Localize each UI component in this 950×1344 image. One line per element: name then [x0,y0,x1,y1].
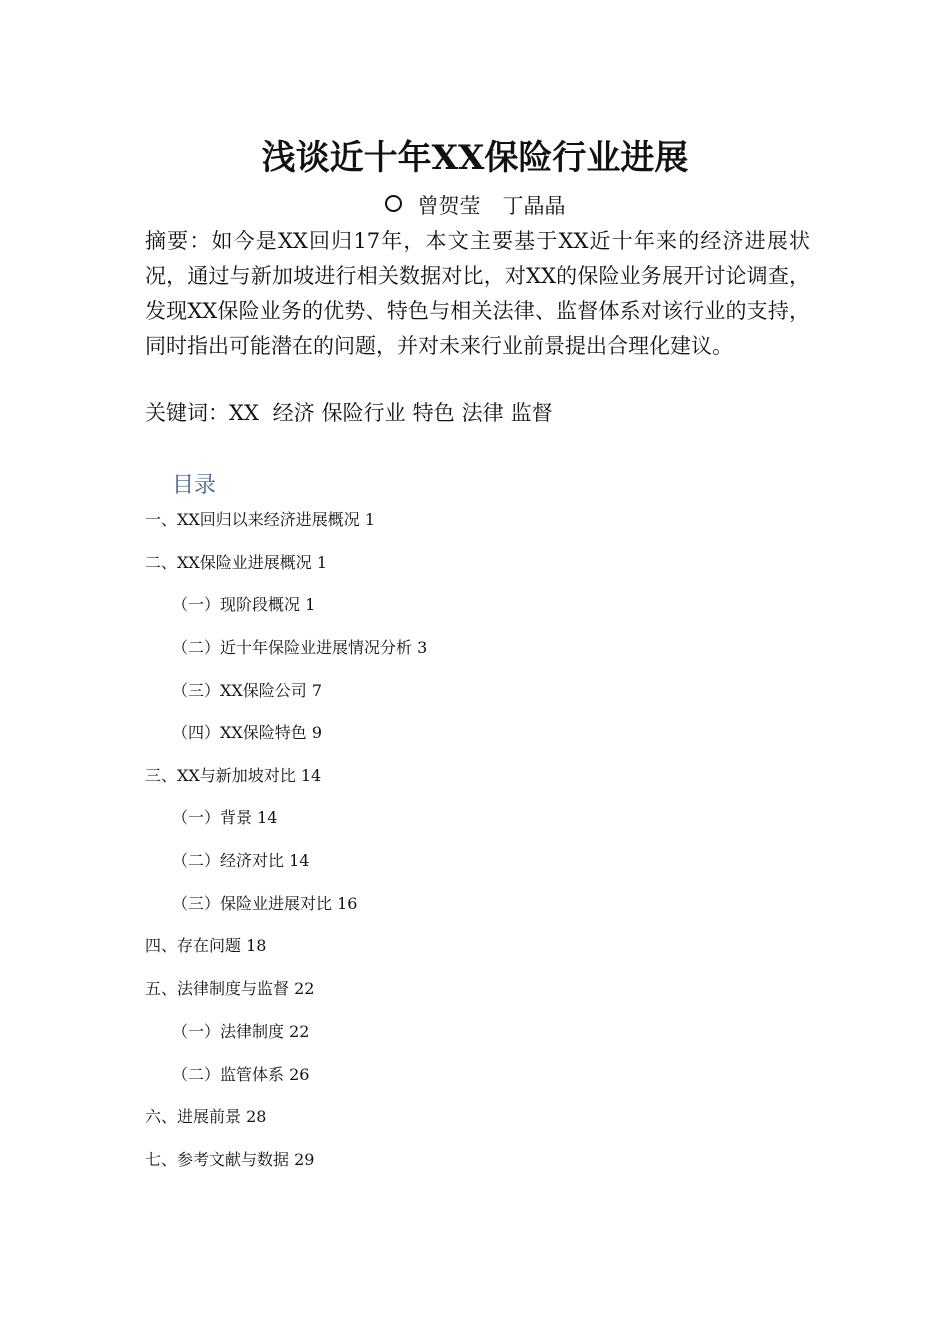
abstract-paragraph: 摘要：如今是XX回归17年，本文主要基于XX近十年来的经济进展状况，通过与新加坡进行相关数据对比，对XX的保险业务展开讨论调查，发现XX保险业务的优势、特色与相关法律、监督体系对该行业的支持，同时指出可能潜在的问题，并对未来行业前景提出合理化建议。 [145,229,810,358]
toc-item[interactable]: （二）监管体系 26 [172,1065,310,1084]
keyword: 特色 [412,401,455,425]
toc-item[interactable]: （二）经济对比 14 [172,851,310,870]
author-name: 曾贺莹 [417,194,481,218]
document-title: 浅谈近十年XX保险行业进展 [261,138,689,178]
keywords-label: 关键词： [145,401,229,425]
keyword: 法律 [461,401,504,425]
toc-item[interactable]: 二、XX保险业进展概况 1 [145,553,328,572]
toc-item[interactable]: （三）保险业进展对比 16 [172,894,358,913]
keyword: 经济 [272,401,315,425]
toc-item[interactable]: （三）XX保险公司 7 [172,681,323,700]
toc-item[interactable]: （二）近十年保险业进展情况分析 3 [172,638,428,657]
keyword: 保险行业 [321,401,406,425]
toc-item[interactable]: 六、进展前景 28 [145,1107,267,1126]
keywords-line [145,396,560,431]
toc-item[interactable]: 一、XX回归以来经济进展概况 1 [145,510,376,529]
toc-item[interactable]: （一）背景 14 [172,808,278,827]
toc-heading: 目录 [172,473,217,498]
toc-item[interactable]: （一）法律制度 22 [172,1022,310,1041]
keyword: XX [229,401,266,425]
toc-item[interactable]: （一）现阶段概况 1 [172,595,316,614]
toc-item[interactable]: （四）XX保险特色 9 [172,723,323,742]
toc-item[interactable]: 五、法律制度与监督 22 [145,979,315,998]
circle-icon [385,195,402,212]
keyword: 监督 [510,401,553,425]
author-line [0,190,950,220]
toc-item[interactable]: 四、存在问题 18 [145,936,267,955]
toc-item[interactable]: 三、XX与新加坡对比 14 [145,766,322,785]
toc-item[interactable]: 七、参考文献与数据 29 [145,1150,315,1169]
author-name: 丁晶晶 [502,194,566,218]
